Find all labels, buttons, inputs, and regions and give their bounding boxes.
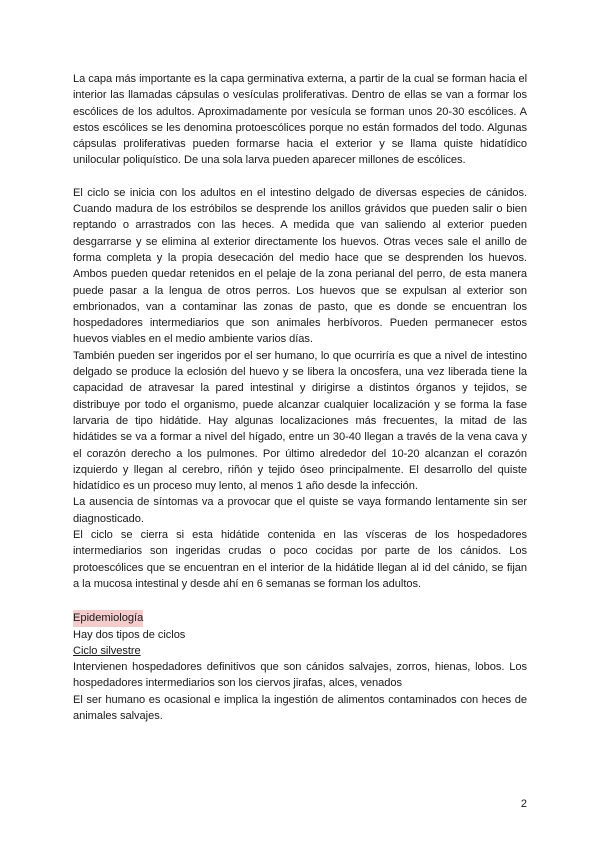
epidemiology-intro: Hay dos tipos de ciclos [73,628,186,641]
paragraph-germinal-layer: La capa más importante es la capa germinativa externa, a partir de la cual se forman hacia el interior las llamadas cápsulas o vesículas proliferativas. Dentro de ellas se van a formar los escólices de los adultos. Aproximadamente por vesícula se forman unos 20-30 escólices. A estos escólices se les denomina protoescólices porque no están formados del todo. Algunas cápsulas proliferativas pueden formarse hacia el exterior y se llama quiste hidatídico unilocular poliquístico. De una sola larva pueden aparecer millones de escólices. [73,73,527,167]
paragraph-wild-hosts: Intervienen hospedadores definitivos que son cánidos salvajes, zorros, hienas, lobos. Los hospedadores intermediarios son los ciervos jirafas, alces, venados [73,661,527,690]
wild-cycle-subheading: Ciclo silvestre [73,644,141,657]
paragraph-cycle-closure: El ciclo se cierra si esta hidátide contenida en las vísceras de los hospedadores intermediarios son ingeridas crudas o poco cocidas por parte de los cánidos. Los protoescólices que se encuentran en el interior de la hidátide llegan al id del cánido, se fijan a la mucosa intestinal y desde ahí en 6 semanas se forman los adultos. [73,529,527,590]
paragraph-human-occasional: El ser humano es ocasional e implica la ingestión de alimentos contaminados con heces de animales salvajes. [73,693,527,722]
section-spacer [73,592,527,608]
paragraph-human-infection: También pueden ser ingeridos por el ser humano, lo que ocurriría es que a nivel de intestino delgado se produce la eclosión del huevo y se libera la oncosfera, una vez liberada tiene la capacidad de atravesar la pared intestinal y dirigirse a distintos órganos y tejidos, se distribuye por todo el organismo, puede alcanzar cualquier localización y se forma la fase larvaria de tipo hidátide. Hay algunas localizaciones más frecuentes, la mitad de las hidátides se va a formar a nivel del hígado, entre un 30-40 llegan a través de la vena cava y el corazón derecho a los pulmones. Por último alrededor del 10-20 alcanzan el corazón izquierdo y llegan al cerebro, riñón y tejido óseo principalmente. El desarrollo del quiste hidatídico es un proceso muy lento, al menos 1 año desde la infección. [73,349,527,493]
page-number: 2 [520,798,527,810]
epidemiology-heading: Epidemiología [73,610,143,626]
paragraph-life-cycle: El ciclo se inicia con los adultos en el intestino delgado de diversas especies de cánidos. Cuando madura de los estróbilos se desprende los anillos grávidos que pueden salir o bien reptando o arrastrados con las heces. A medida que van saliendo al exterior pueden desgarrarse y se elimina al exterior directamente los huevos. Otras veces sale el anillo de forma completa y la propia desecación del medio hace que se desprenden los huevos. Ambos pueden quedar retenidos en el pelaje de la zona perianal del perro, de esta manera puede pasar a la lengua de otros perros. Los huevos que se expulsan al exterior son embrionados, van a contaminar las zonas de pasto, que es donde se encuentran los hospedadores intermediarios que son animales herbívoros. Pueden permanecer estos huevos viables en el medio ambiente varios días. [73,186,527,346]
epidemiology-section [73,608,527,724]
paragraph-asymptomatic: La ausencia de síntomas va a provocar que el quiste se vaya formando lentamente sin ser diagnosticado. [73,496,527,525]
paragraph-spacer [73,169,527,185]
